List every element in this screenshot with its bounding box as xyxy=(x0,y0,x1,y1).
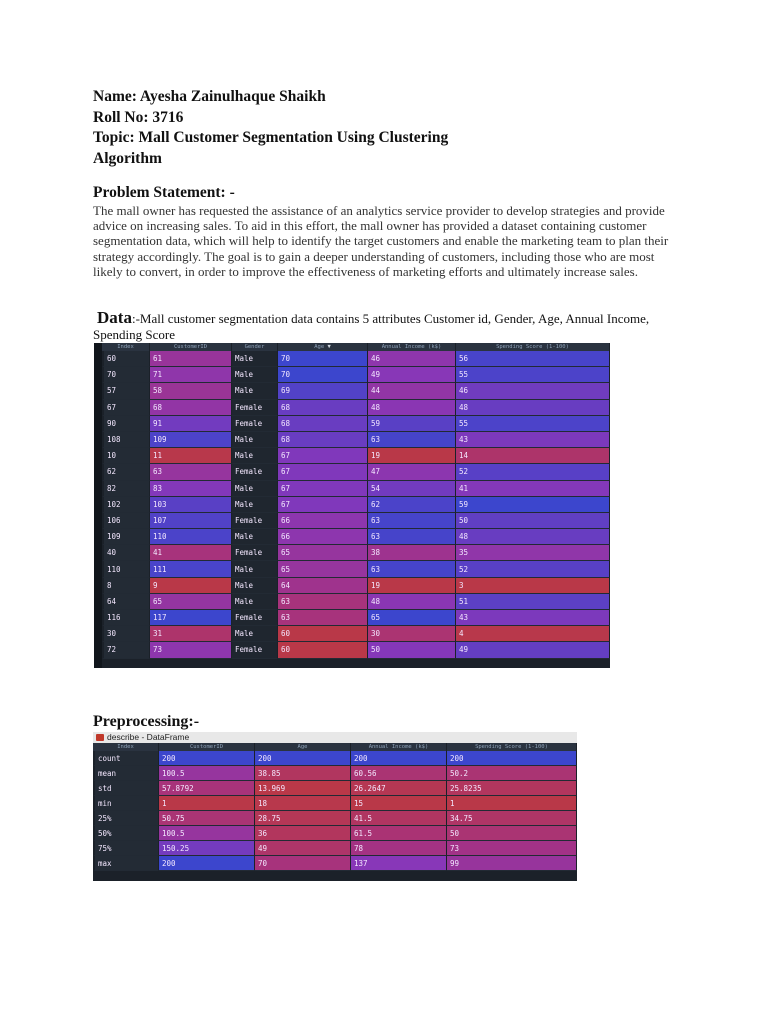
describe-table-header-3[interactable]: Annual Income (k$) xyxy=(351,743,447,751)
data-table-header-2[interactable]: Gender xyxy=(232,343,278,351)
describe-table-cell[interactable]: 200 xyxy=(447,751,577,766)
data-table-cell[interactable]: 106 xyxy=(102,513,150,529)
data-table-cell[interactable]: 55 xyxy=(456,367,610,383)
describe-table-cell[interactable]: 1 xyxy=(447,796,577,811)
describe-table-cell[interactable]: min xyxy=(93,796,159,811)
describe-table-cell[interactable]: 36 xyxy=(255,826,351,841)
table-row xyxy=(102,481,610,497)
data-table-cell[interactable]: 55 xyxy=(456,416,610,432)
data-table-cell[interactable]: 67 xyxy=(278,497,368,513)
data-table-cell[interactable]: Female xyxy=(232,400,278,416)
data-table-cell[interactable]: 44 xyxy=(368,383,456,399)
data-table-cell[interactable]: Female xyxy=(232,610,278,626)
table-row xyxy=(102,610,610,626)
data-table-cell[interactable]: 83 xyxy=(150,481,232,497)
describe-table-cell[interactable]: 13.969 xyxy=(255,781,351,796)
describe-table-header-2[interactable]: Age xyxy=(255,743,351,751)
data-table-cell[interactable]: 73 xyxy=(150,642,232,658)
describe-table-cell[interactable]: 60.56 xyxy=(351,766,447,781)
sort-descending-icon[interactable]: ▼ xyxy=(324,344,331,350)
data-table xyxy=(102,343,610,659)
describe-table-cell[interactable]: 49 xyxy=(255,841,351,856)
describe-window xyxy=(93,732,577,881)
describe-table-cell[interactable]: 70 xyxy=(255,856,351,871)
data-table-cell[interactable]: 9 xyxy=(150,578,232,594)
data-table-cell[interactable]: Male xyxy=(232,626,278,642)
data-table-cell[interactable]: Male xyxy=(232,432,278,448)
describe-table-cell[interactable]: 1 xyxy=(159,796,255,811)
data-table-cell[interactable]: 48 xyxy=(368,594,456,610)
data-table-cell[interactable]: 103 xyxy=(150,497,232,513)
table-row xyxy=(102,578,610,594)
data-table-cell[interactable]: 59 xyxy=(368,416,456,432)
describe-table-cell[interactable]: std xyxy=(93,781,159,796)
data-description xyxy=(93,310,693,343)
data-table-cell[interactable]: 46 xyxy=(456,383,610,399)
data-table-cell[interactable]: 38 xyxy=(368,545,456,561)
data-table-cell[interactable]: 35 xyxy=(456,545,610,561)
data-table-cell[interactable]: Male xyxy=(232,578,278,594)
data-table-cell[interactable]: Female xyxy=(232,545,278,561)
data-table-cell[interactable]: 109 xyxy=(150,432,232,448)
table-row xyxy=(102,594,610,610)
data-table-cell[interactable]: 63 xyxy=(368,561,456,577)
describe-table-cell[interactable]: 50 xyxy=(447,826,577,841)
data-table-cell[interactable]: 66 xyxy=(278,529,368,545)
describe-table-cell[interactable]: count xyxy=(93,751,159,766)
data-table-cell[interactable]: 62 xyxy=(102,464,150,480)
data-table-cell[interactable]: 43 xyxy=(456,432,610,448)
data-table-cell[interactable]: 63 xyxy=(368,513,456,529)
table-row xyxy=(93,781,577,796)
document-header xyxy=(93,87,713,169)
data-table-cell[interactable]: 65 xyxy=(368,610,456,626)
data-table-cell[interactable]: 19 xyxy=(368,448,456,464)
table-row xyxy=(102,448,610,464)
table-row xyxy=(102,497,610,513)
data-table-cell[interactable]: 60 xyxy=(278,642,368,658)
describe-table-cell[interactable]: 99 xyxy=(447,856,577,871)
data-table-cell[interactable]: 47 xyxy=(368,464,456,480)
table-row xyxy=(102,432,610,448)
data-table-cell[interactable]: 40 xyxy=(102,545,150,561)
data-table-cell[interactable]: 102 xyxy=(102,497,150,513)
describe-table-cell[interactable]: 26.2647 xyxy=(351,781,447,796)
table-row xyxy=(102,642,610,658)
data-table-cell[interactable]: 50 xyxy=(368,642,456,658)
data-table-cell[interactable]: 68 xyxy=(278,432,368,448)
data-table-cell[interactable]: 64 xyxy=(102,594,150,610)
data-table-cell[interactable]: 91 xyxy=(150,416,232,432)
data-table-cell[interactable]: 110 xyxy=(102,561,150,577)
data-table-cell[interactable]: 49 xyxy=(456,642,610,658)
data-table-cell[interactable]: Male xyxy=(232,594,278,610)
table-row xyxy=(93,811,577,826)
data-table-cell[interactable]: 63 xyxy=(368,529,456,545)
data-table-cell[interactable]: 8 xyxy=(102,578,150,594)
describe-table-cell[interactable]: 200 xyxy=(351,751,447,766)
data-table-cell[interactable]: 68 xyxy=(150,400,232,416)
data-table-cell[interactable]: Male xyxy=(232,351,278,367)
table-row xyxy=(93,841,577,856)
table-row xyxy=(102,545,610,561)
data-table-cell[interactable]: Female xyxy=(232,416,278,432)
describe-table-cell[interactable]: 200 xyxy=(159,751,255,766)
data-table-header-4[interactable]: Annual Income (k$) xyxy=(368,343,456,351)
data-table-cell[interactable]: Male xyxy=(232,383,278,399)
data-table-screenshot xyxy=(94,343,610,668)
data-table-cell[interactable]: 43 xyxy=(456,610,610,626)
data-table-cell[interactable]: 82 xyxy=(102,481,150,497)
data-table-cell[interactable]: Female xyxy=(232,642,278,658)
describe-table-cell[interactable]: 50% xyxy=(93,826,159,841)
data-table-cell[interactable]: Male xyxy=(232,481,278,497)
describe-table-cell[interactable]: 137 xyxy=(351,856,447,871)
preprocessing-heading: Preprocessing:- xyxy=(93,713,200,730)
data-table-cell[interactable]: 57 xyxy=(102,383,150,399)
data-table-cell[interactable]: 3 xyxy=(456,578,610,594)
table-row xyxy=(102,400,610,416)
describe-table-cell[interactable]: 25.8235 xyxy=(447,781,577,796)
data-table-cell[interactable]: 52 xyxy=(456,464,610,480)
describe-table-cell[interactable]: 18 xyxy=(255,796,351,811)
data-description-text: :-Mall customer segmentation data contains 5 attributes Customer id, Gender, Age, Annual Income, Spending Score xyxy=(93,311,650,342)
data-table-cell[interactable]: 67 xyxy=(102,400,150,416)
table-row xyxy=(93,751,577,766)
table-row xyxy=(102,513,610,529)
describe-table-cell[interactable]: 200 xyxy=(159,856,255,871)
describe-table-cell[interactable]: 28.75 xyxy=(255,811,351,826)
data-table-cell[interactable]: 59 xyxy=(456,497,610,513)
data-table-cell[interactable]: 49 xyxy=(368,367,456,383)
table-row xyxy=(102,416,610,432)
data-table-cell[interactable]: 70 xyxy=(102,367,150,383)
data-table-cell[interactable]: 51 xyxy=(456,594,610,610)
data-table-cell[interactable]: 30 xyxy=(368,626,456,642)
data-table-cell[interactable]: 111 xyxy=(150,561,232,577)
spyder-app-icon xyxy=(96,734,104,741)
data-table-header-3[interactable]: Age ▼ xyxy=(278,343,368,351)
describe-table-cell[interactable]: 50.2 xyxy=(447,766,577,781)
describe-table-cell[interactable]: 25% xyxy=(93,811,159,826)
data-table-cell[interactable]: 10 xyxy=(102,448,150,464)
describe-table-header-4[interactable]: Spending Score (1-100) xyxy=(447,743,577,751)
data-table-cell[interactable]: 56 xyxy=(456,351,610,367)
data-table-cell[interactable]: Male xyxy=(232,497,278,513)
data-table-cell[interactable]: 63 xyxy=(150,464,232,480)
table-row xyxy=(102,383,610,399)
table-row xyxy=(93,856,577,871)
table-row xyxy=(102,367,610,383)
data-table-cell[interactable]: 30 xyxy=(102,626,150,642)
describe-table-cell[interactable]: 200 xyxy=(255,751,351,766)
data-table-cell[interactable]: 48 xyxy=(456,400,610,416)
data-table-cell[interactable]: 65 xyxy=(150,594,232,610)
data-table-cell[interactable]: 67 xyxy=(278,448,368,464)
data-table-cell[interactable]: 67 xyxy=(278,481,368,497)
data-table-cell[interactable]: 60 xyxy=(278,626,368,642)
describe-table-cell[interactable]: 50.75 xyxy=(159,811,255,826)
data-table-header-1[interactable]: CustomerID xyxy=(150,343,232,351)
data-table-cell[interactable]: Female xyxy=(232,464,278,480)
describe-table-cell[interactable]: 150.25 xyxy=(159,841,255,856)
describe-table-header-1[interactable]: CustomerID xyxy=(159,743,255,751)
data-table-cell[interactable]: 68 xyxy=(278,400,368,416)
data-table-cell[interactable]: 107 xyxy=(150,513,232,529)
data-table-cell[interactable]: Male xyxy=(232,561,278,577)
problem-statement-heading: Problem Statement: - xyxy=(93,184,235,201)
describe-window-title: describe - DataFrame xyxy=(107,732,190,742)
data-table-cell[interactable]: Male xyxy=(232,367,278,383)
problem-statement-text: The mall owner has requested the assistance of an analytics service provider to develop strategies and provide advice on increasing sales. To aid in this effort, the mall owner has provided a dataset containing customer segmentation data, which will help to identify the target customers and enable the marketing team to plan their strategy accordingly. The goal is to gain a deeper understanding of customers, including those who are most likely to convert, in order to improve the effectiveness of marketing efforts and ultimately increase sales. xyxy=(93,203,669,279)
data-table-cell[interactable]: 60 xyxy=(102,351,150,367)
table-row xyxy=(102,561,610,577)
describe-table-cell[interactable]: 15 xyxy=(351,796,447,811)
data-table-cell[interactable]: 90 xyxy=(102,416,150,432)
data-table-cell[interactable]: 52 xyxy=(456,561,610,577)
data-table-cell[interactable]: 65 xyxy=(278,561,368,577)
describe-table-header-0[interactable]: Index xyxy=(93,743,159,751)
data-table-cell[interactable]: 69 xyxy=(278,383,368,399)
describe-table-cell[interactable]: 73 xyxy=(447,841,577,856)
data-table-cell[interactable]: 19 xyxy=(368,578,456,594)
data-table-cell[interactable]: 54 xyxy=(368,481,456,497)
describe-table-cell[interactable]: 38.85 xyxy=(255,766,351,781)
data-label: Data xyxy=(97,308,132,327)
describe-table-cell[interactable]: 41.5 xyxy=(351,811,447,826)
data-table-cell[interactable]: Male xyxy=(232,529,278,545)
data-table-cell[interactable]: 116 xyxy=(102,610,150,626)
data-table-cell[interactable]: 108 xyxy=(102,432,150,448)
data-table-cell[interactable]: 67 xyxy=(278,464,368,480)
data-table-cell[interactable]: 70 xyxy=(278,367,368,383)
describe-table-cell[interactable]: 75% xyxy=(93,841,159,856)
topic-line-continued: Algorithm xyxy=(93,149,162,167)
data-table-cell[interactable]: 71 xyxy=(150,367,232,383)
table-row xyxy=(102,351,610,367)
describe-table-cell[interactable]: mean xyxy=(93,766,159,781)
data-table-cell[interactable]: Female xyxy=(232,513,278,529)
data-table-cell[interactable]: 64 xyxy=(278,578,368,594)
data-table-cell[interactable]: 117 xyxy=(150,610,232,626)
data-table-cell[interactable]: 110 xyxy=(150,529,232,545)
data-table-header-0[interactable]: Index xyxy=(102,343,150,351)
data-table-cell[interactable]: 11 xyxy=(150,448,232,464)
data-table-cell[interactable]: 68 xyxy=(278,416,368,432)
data-table-cell[interactable]: 61 xyxy=(150,351,232,367)
describe-table xyxy=(93,743,577,871)
roll-number: Roll No: 3716 xyxy=(93,108,184,126)
data-table-header-5[interactable]: Spending Score (1-100) xyxy=(456,343,610,351)
data-table-cell[interactable]: 41 xyxy=(456,481,610,497)
describe-table-cell[interactable]: 57.8792 xyxy=(159,781,255,796)
data-table-cell[interactable]: 63 xyxy=(368,432,456,448)
data-table-cell[interactable]: 48 xyxy=(456,529,610,545)
data-table-cell[interactable]: 31 xyxy=(150,626,232,642)
describe-titlebar xyxy=(93,732,577,743)
student-name: Name: Ayesha Zainulhaque Shaikh xyxy=(93,88,326,105)
data-table-cell[interactable]: 50 xyxy=(456,513,610,529)
describe-table-cell[interactable]: 61.5 xyxy=(351,826,447,841)
data-table-cell[interactable]: 66 xyxy=(278,513,368,529)
data-table-cell[interactable]: 46 xyxy=(368,351,456,367)
table-row xyxy=(93,826,577,841)
table-row xyxy=(93,766,577,781)
topic-line: Topic: Mall Customer Segmentation Using Clustering xyxy=(93,129,449,146)
data-table-cell[interactable]: 63 xyxy=(278,594,368,610)
data-table-cell[interactable]: 48 xyxy=(368,400,456,416)
data-table-cell[interactable]: 58 xyxy=(150,383,232,399)
data-table-cell[interactable]: 14 xyxy=(456,448,610,464)
table-row xyxy=(102,529,610,545)
data-table-cell[interactable]: 63 xyxy=(278,610,368,626)
data-table-cell[interactable]: 70 xyxy=(278,351,368,367)
describe-table-cell[interactable]: 100.5 xyxy=(159,826,255,841)
table-row xyxy=(102,464,610,480)
describe-table-cell[interactable]: 78 xyxy=(351,841,447,856)
data-table-cell[interactable]: 62 xyxy=(368,497,456,513)
data-table-cell[interactable]: 41 xyxy=(150,545,232,561)
data-table-cell[interactable]: 109 xyxy=(102,529,150,545)
table-row xyxy=(102,626,610,642)
data-table-cell[interactable]: Male xyxy=(232,448,278,464)
describe-table-cell[interactable]: max xyxy=(93,856,159,871)
table-row xyxy=(93,796,577,811)
data-table-cell[interactable]: 72 xyxy=(102,642,150,658)
describe-table-cell[interactable]: 34.75 xyxy=(447,811,577,826)
data-table-cell[interactable]: 65 xyxy=(278,545,368,561)
data-table-cell[interactable]: 4 xyxy=(456,626,610,642)
describe-table-cell[interactable]: 100.5 xyxy=(159,766,255,781)
